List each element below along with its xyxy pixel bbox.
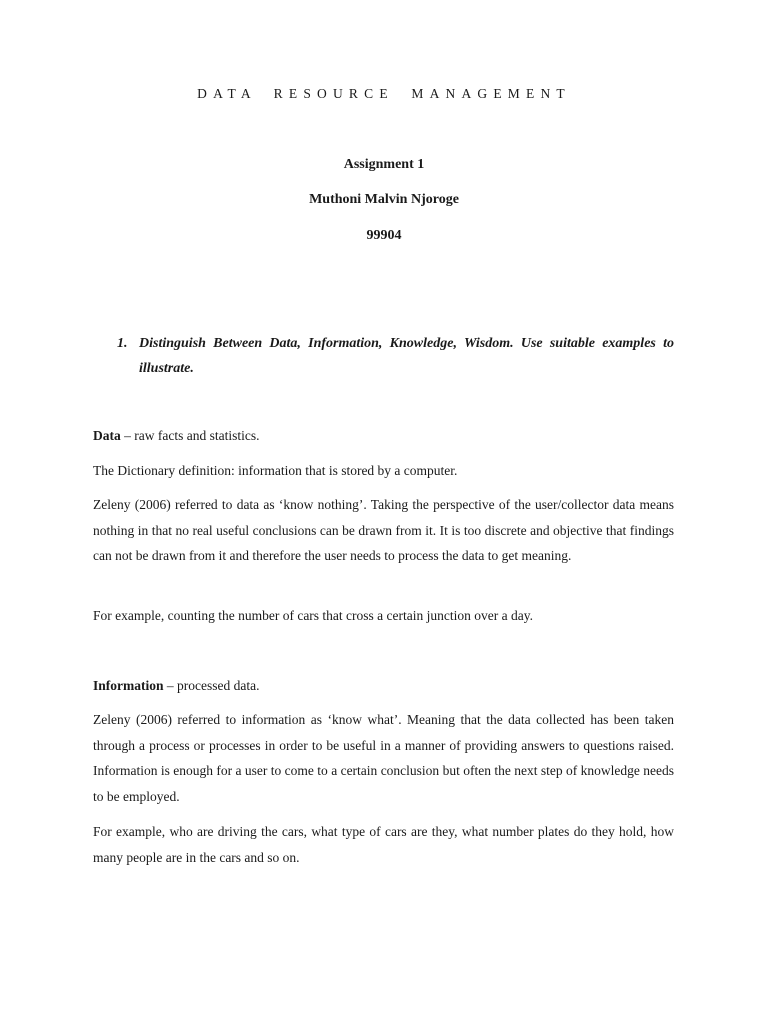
information-definition: [93, 673, 674, 699]
assignment-label: Assignment 1: [343, 157, 425, 172]
dictionary-definition: The Dictionary definition: information that is stored by a computer.: [93, 463, 458, 478]
data-zeleny-paragraph: Zeleny (2006) referred to data as ‘know nothing’. Taking the perspective of the user/collector data means nothing in that no real useful conclusions can be drawn from it. It is too discrete and objective that findings can not be drawn from it and therefore the user needs to process the data to get meaning.: [93, 497, 674, 564]
question-number: 1.: [117, 336, 128, 351]
information-term: Information: [93, 678, 164, 693]
question-1: [117, 331, 674, 381]
data-definition: [93, 423, 674, 449]
question-text: Distinguish Between Data, Information, Knowledge, Wisdom. Use suitable examples to illustrate.: [139, 336, 674, 376]
information-definition-text: – processed data.: [163, 678, 260, 693]
data-definition-text: – raw facts and statistics.: [120, 428, 260, 443]
data-term: Data: [93, 428, 121, 443]
document-title: DATA RESOURCE MANAGEMENT: [197, 86, 571, 101]
student-id: 99904: [366, 228, 402, 243]
information-zeleny-paragraph: Zeleny (2006) referred to information as ‘know what’. Meaning that the data collected has been taken through a process or processes in order to be useful in a manner of providing answers to questions raised. Information is enough for a user to come to a certain conclusion but often the next step of knowledge needs to be employed.: [93, 712, 674, 804]
information-example: For example, who are driving the cars, what type of cars are they, what number plates do they hold, how many people are in the cars and so on.: [93, 824, 674, 865]
data-example: For example, counting the number of cars that cross a certain junction over a day.: [93, 608, 533, 623]
author-name: Muthoni Malvin Njoroge: [309, 192, 459, 207]
